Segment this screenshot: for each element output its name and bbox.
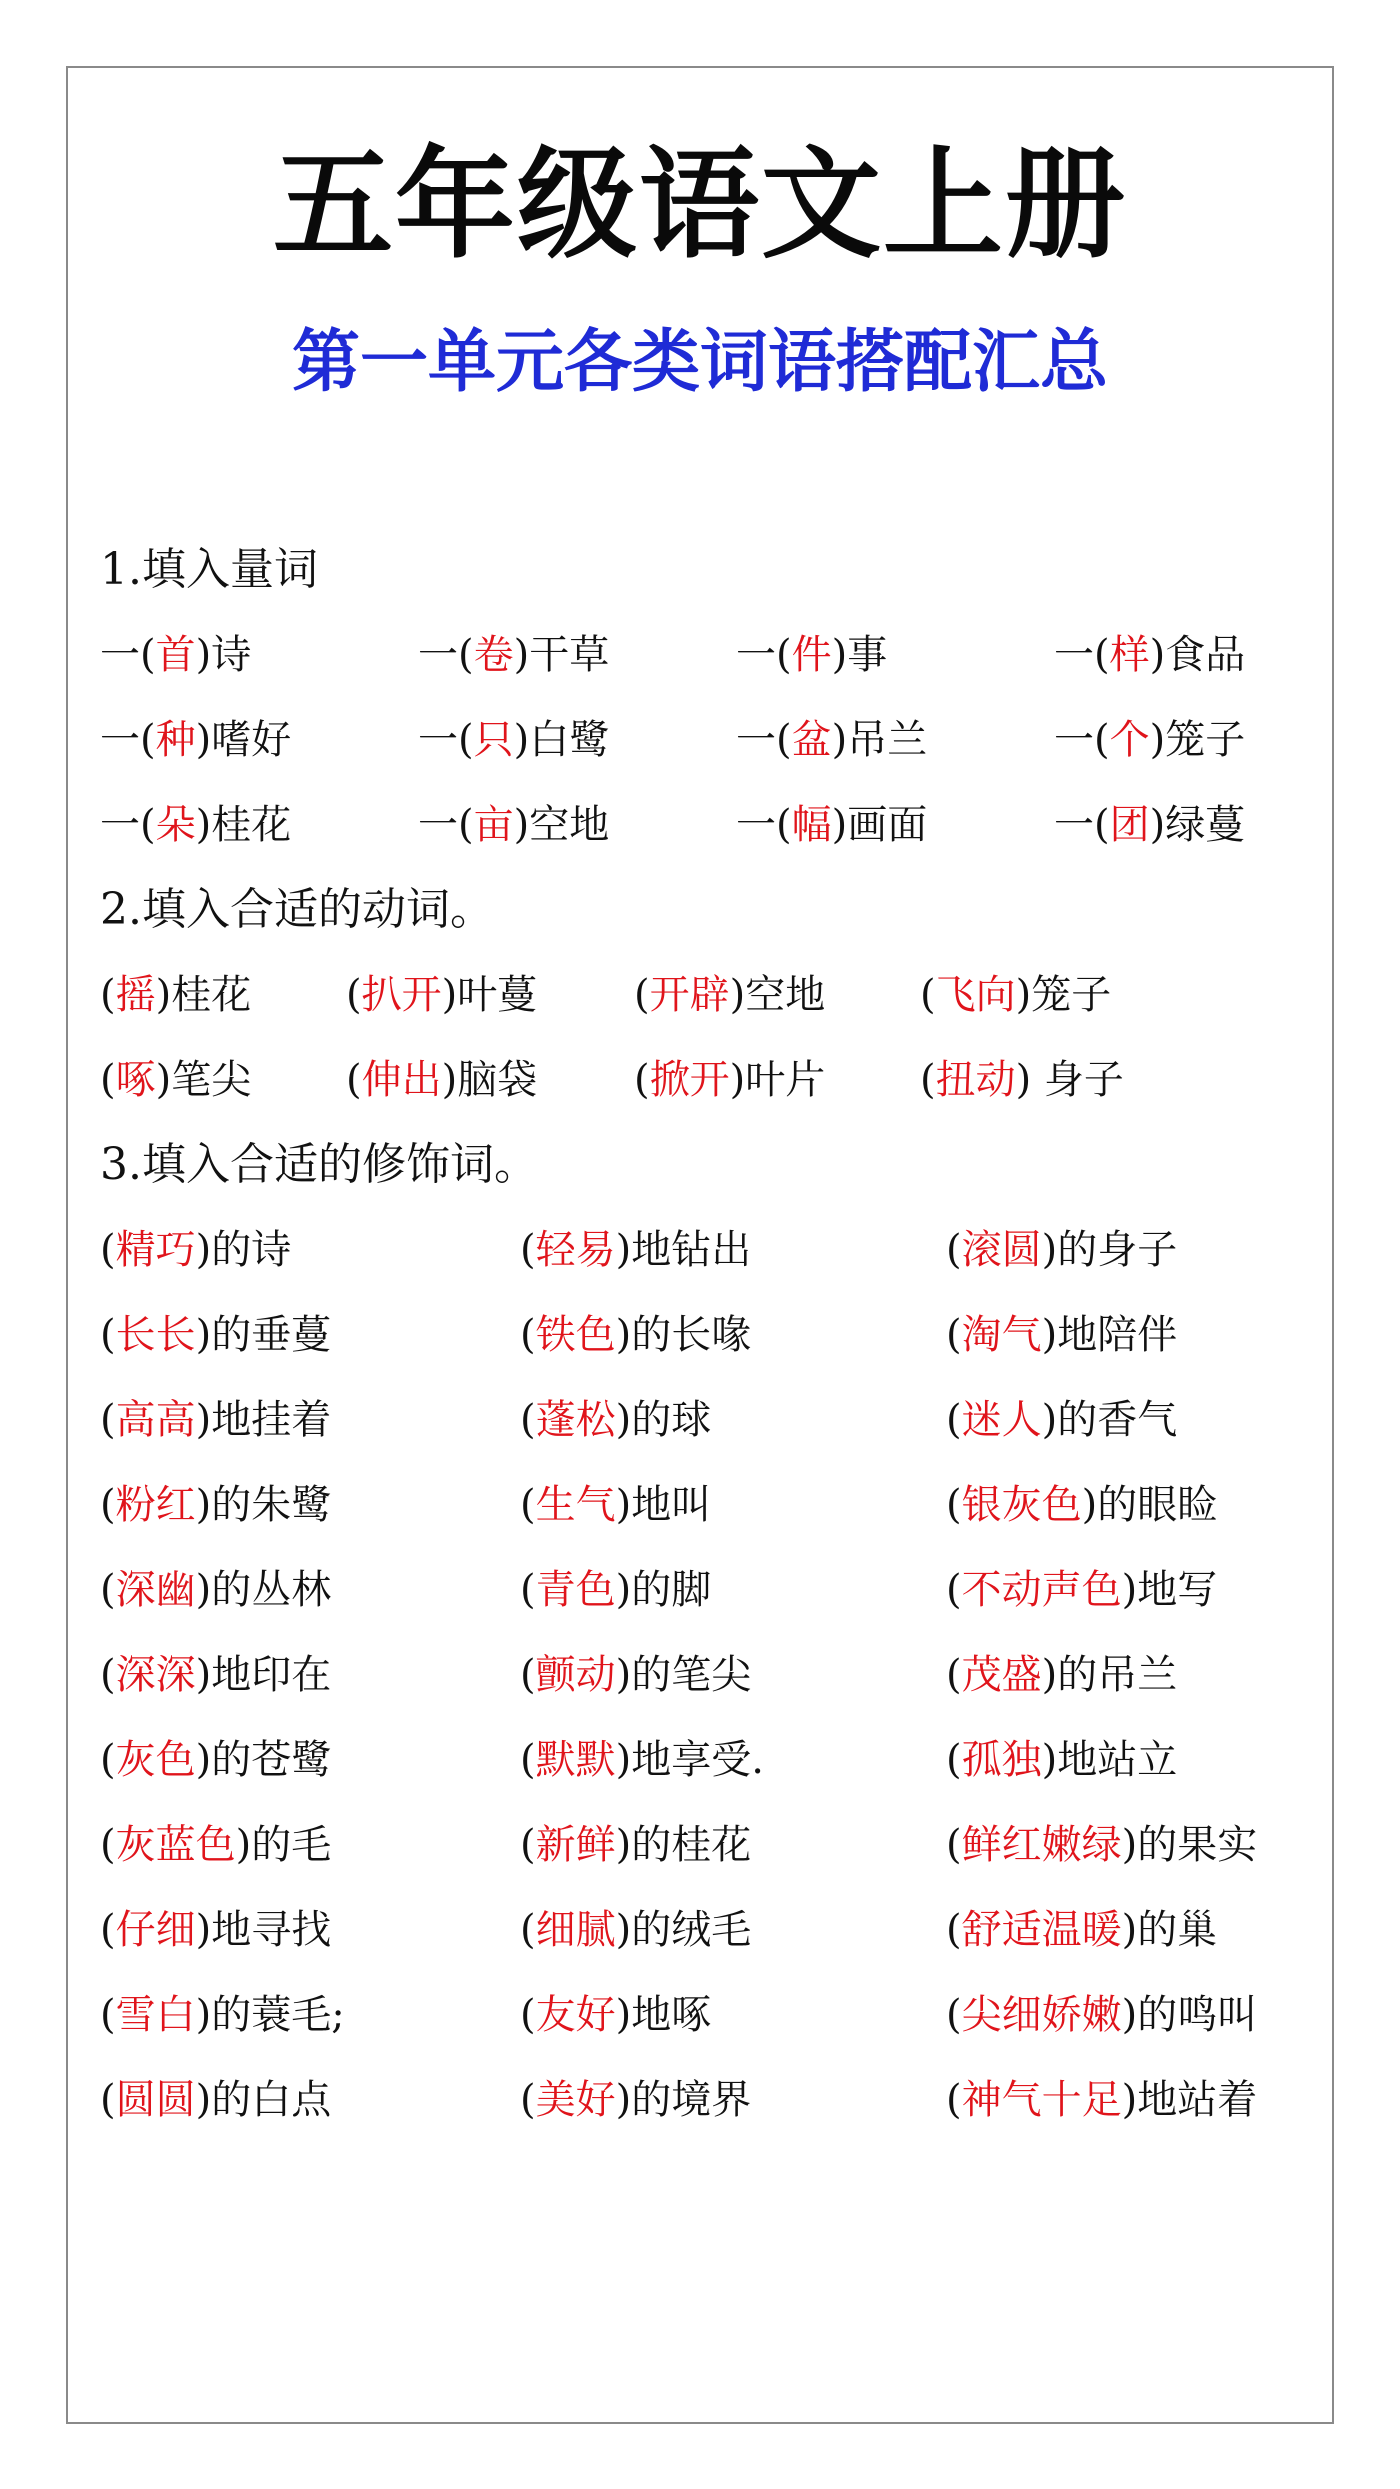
page-title: 五年级语文上册	[273, 134, 1127, 275]
answer-row	[100, 710, 1320, 770]
phrase-suffix: )嗜好	[195, 717, 292, 763]
phrase-item	[920, 1050, 1124, 1110]
phrase-suffix: )的香气	[1041, 1397, 1178, 1443]
phrase-item	[946, 1730, 1177, 1790]
phrase-suffix: )地啄	[615, 1992, 712, 2038]
answer-word: 首	[155, 632, 196, 678]
answer-word: 茂盛	[961, 1652, 1042, 1698]
answer-word: 盆	[791, 717, 832, 763]
phrase-suffix: )的白点	[195, 2077, 332, 2123]
phrase-prefix: (	[100, 1397, 116, 1443]
answer-row	[100, 1390, 1320, 1450]
phrase-prefix: (	[946, 1312, 962, 1358]
phrase-prefix: (	[100, 1737, 116, 1783]
phrase-item	[520, 1560, 711, 1620]
answer-word: 种	[155, 717, 196, 763]
answer-word: 朵	[155, 802, 196, 848]
answer-row	[100, 1560, 1320, 1620]
phrase-suffix: )笔尖	[155, 1057, 252, 1103]
phrase-suffix: )吊兰	[831, 717, 928, 763]
phrase-prefix: (	[946, 1907, 962, 1953]
answer-row	[100, 1985, 1320, 2045]
answer-word: 灰色	[115, 1737, 196, 1783]
phrase-item	[100, 1900, 331, 1960]
answer-word: 美好	[535, 2077, 616, 2123]
answer-row	[100, 1815, 1320, 1875]
phrase-item	[100, 1220, 291, 1280]
phrase-prefix: (	[634, 972, 650, 1018]
phrase-prefix: (	[520, 1482, 536, 1528]
phrase-item	[920, 965, 1111, 1025]
phrase-prefix: (	[946, 1822, 962, 1868]
phrase-suffix: )地享受.	[615, 1737, 764, 1783]
phrase-suffix: )的吊兰	[1041, 1652, 1178, 1698]
phrase-item	[946, 1305, 1177, 1365]
answer-word: 深深	[115, 1652, 196, 1698]
phrase-item	[418, 710, 609, 770]
phrase-prefix: (	[520, 1227, 536, 1273]
phrase-item	[946, 2070, 1257, 2130]
phrase-item	[520, 1985, 711, 2045]
answer-word: 样	[1109, 632, 1150, 678]
phrase-item	[100, 1305, 331, 1365]
section-heading: 1.填入量词	[100, 544, 318, 595]
phrase-item	[100, 1050, 251, 1110]
phrase-item	[946, 1475, 1217, 1535]
phrase-suffix: )事	[831, 632, 888, 678]
phrase-suffix: )地陪伴	[1041, 1312, 1178, 1358]
phrase-prefix: 一(	[418, 632, 474, 678]
answer-word: 滚圆	[961, 1227, 1042, 1273]
answer-row	[100, 1645, 1320, 1705]
answer-word: 亩	[473, 802, 514, 848]
phrase-item	[520, 1730, 764, 1790]
answer-word: 灰蓝色	[115, 1822, 236, 1868]
phrase-suffix: )地叫	[615, 1482, 712, 1528]
answer-word: 伸出	[361, 1057, 442, 1103]
answer-row	[100, 1730, 1320, 1790]
phrase-prefix: 一(	[736, 632, 792, 678]
phrase-prefix: (	[520, 1992, 536, 2038]
answer-word: 掀开	[649, 1057, 730, 1103]
phrase-prefix: 一(	[100, 717, 156, 763]
phrase-prefix: (	[946, 1737, 962, 1783]
answer-word: 默默	[535, 1737, 616, 1783]
phrase-suffix: )笼子	[1015, 972, 1112, 1018]
answer-word: 粉红	[115, 1482, 196, 1528]
answer-word: 开辟	[649, 972, 730, 1018]
phrase-suffix: )的苍鹭	[195, 1737, 332, 1783]
phrase-suffix: )食品	[1149, 632, 1246, 678]
phrase-item	[100, 710, 291, 770]
phrase-suffix: )桂花	[155, 972, 252, 1018]
phrase-item	[100, 1645, 331, 1705]
answer-word: 扭动	[935, 1057, 1016, 1103]
phrase-suffix: )诗	[195, 632, 252, 678]
phrase-prefix: 一(	[100, 802, 156, 848]
phrase-item	[100, 1815, 331, 1875]
phrase-prefix: 一(	[1054, 802, 1110, 848]
phrase-item	[100, 1475, 331, 1535]
phrase-prefix: (	[100, 1227, 116, 1273]
phrase-item	[100, 2070, 331, 2130]
phrase-suffix: )的境界	[615, 2077, 752, 2123]
phrase-prefix: (	[520, 1907, 536, 1953]
phrase-suffix: )地印在	[195, 1652, 332, 1698]
phrase-item	[418, 795, 609, 855]
phrase-item	[346, 1050, 537, 1110]
phrase-suffix: )的毛	[235, 1822, 332, 1868]
phrase-suffix: )空地	[729, 972, 826, 1018]
phrase-item	[100, 1560, 331, 1620]
phrase-suffix: )的朱鹭	[195, 1482, 332, 1528]
phrase-prefix: (	[100, 1057, 116, 1103]
phrase-item	[946, 1815, 1257, 1875]
answer-word: 卷	[473, 632, 514, 678]
phrase-item	[100, 625, 251, 685]
phrase-prefix: (	[520, 2077, 536, 2123]
phrase-suffix: )的诗	[195, 1227, 292, 1273]
phrase-suffix: )笼子	[1149, 717, 1246, 763]
phrase-item	[1054, 710, 1245, 770]
answer-row	[100, 2070, 1320, 2130]
phrase-suffix: )脑袋	[441, 1057, 538, 1103]
phrase-prefix: (	[346, 972, 362, 1018]
answer-word: 银灰色	[961, 1482, 1082, 1528]
phrase-suffix: )桂花	[195, 802, 292, 848]
answer-word: 鲜红嫩绿	[961, 1822, 1122, 1868]
answer-word: 轻易	[535, 1227, 616, 1273]
phrase-suffix: )地钻出	[615, 1227, 752, 1273]
answer-word: 铁色	[535, 1312, 616, 1358]
answer-word: 幅	[791, 802, 832, 848]
phrase-item	[634, 965, 825, 1025]
phrase-item	[946, 1390, 1177, 1450]
phrase-item	[1054, 625, 1245, 685]
answer-word: 神气十足	[961, 2077, 1122, 2123]
answer-word: 不动声色	[961, 1567, 1122, 1613]
phrase-suffix: )的长喙	[615, 1312, 752, 1358]
phrase-prefix: (	[100, 1482, 116, 1528]
phrase-prefix: 一(	[736, 802, 792, 848]
answer-word: 飞向	[935, 972, 1016, 1018]
answer-word: 长长	[115, 1312, 196, 1358]
phrase-prefix: (	[100, 1992, 116, 2038]
answer-word: 青色	[535, 1567, 616, 1613]
answer-word: 新鲜	[535, 1822, 616, 1868]
phrase-suffix: )的眼睑	[1081, 1482, 1218, 1528]
answer-word: 只	[473, 717, 514, 763]
phrase-suffix: )叶片	[729, 1057, 826, 1103]
phrase-suffix: )的绒毛	[615, 1907, 752, 1953]
phrase-suffix: )地挂着	[195, 1397, 332, 1443]
phrase-item	[418, 625, 609, 685]
answer-word: 仔细	[115, 1907, 196, 1953]
phrase-item	[946, 1900, 1217, 1960]
phrase-suffix: )的巢	[1121, 1907, 1218, 1953]
phrase-prefix: 一(	[418, 717, 474, 763]
phrase-suffix: ) 身子	[1015, 1057, 1124, 1103]
answer-word: 啄	[115, 1057, 156, 1103]
answer-word: 深幽	[115, 1567, 196, 1613]
answer-row	[100, 1475, 1320, 1535]
phrase-item	[946, 1560, 1217, 1620]
phrase-item	[946, 1220, 1177, 1280]
answer-word: 舒适温暖	[961, 1907, 1122, 1953]
phrase-item	[100, 1985, 345, 2045]
answer-word: 淘气	[961, 1312, 1042, 1358]
page-subtitle: 第一单元各类词语搭配汇总	[291, 323, 1108, 402]
phrase-prefix: (	[100, 1907, 116, 1953]
answer-word: 友好	[535, 1992, 616, 2038]
phrase-suffix: )白鹭	[513, 717, 610, 763]
answer-word: 高高	[115, 1397, 196, 1443]
phrase-suffix: )画面	[831, 802, 928, 848]
phrase-prefix: 一(	[418, 802, 474, 848]
answer-word: 蓬松	[535, 1397, 616, 1443]
phrase-prefix: (	[946, 1992, 962, 2038]
answer-word: 扒开	[361, 972, 442, 1018]
phrase-suffix: )地寻找	[195, 1907, 332, 1953]
phrase-prefix: 一(	[1054, 632, 1110, 678]
phrase-suffix: )的鸣叫	[1121, 1992, 1258, 2038]
phrase-suffix: )叶蔓	[441, 972, 538, 1018]
phrase-prefix: (	[100, 1822, 116, 1868]
phrase-item	[346, 965, 537, 1025]
phrase-suffix: )的果实	[1121, 1822, 1258, 1868]
phrase-prefix: 一(	[100, 632, 156, 678]
phrase-item	[520, 1645, 751, 1705]
answer-word: 生气	[535, 1482, 616, 1528]
phrase-prefix: (	[520, 1567, 536, 1613]
phrase-prefix: (	[520, 1652, 536, 1698]
phrase-suffix: )地站立	[1041, 1737, 1178, 1783]
phrase-prefix: (	[100, 972, 116, 1018]
phrase-prefix: (	[100, 1312, 116, 1358]
phrase-prefix: 一(	[1054, 717, 1110, 763]
phrase-prefix: (	[100, 2077, 116, 2123]
phrase-suffix: )的垂蔓	[195, 1312, 332, 1358]
phrase-prefix: (	[946, 2077, 962, 2123]
phrase-suffix: )的桂花	[615, 1822, 752, 1868]
phrase-item	[736, 795, 927, 855]
answer-word: 摇	[115, 972, 156, 1018]
phrase-prefix: (	[520, 1312, 536, 1358]
phrase-suffix: )空地	[513, 802, 610, 848]
answer-word: 雪白	[115, 1992, 196, 2038]
phrase-suffix: )地写	[1121, 1567, 1218, 1613]
phrase-suffix: )地站着	[1121, 2077, 1258, 2123]
phrase-item	[520, 1475, 711, 1535]
phrase-prefix: (	[346, 1057, 362, 1103]
section-heading: 2.填入合适的动词。	[100, 884, 494, 935]
phrase-suffix: )干草	[513, 632, 610, 678]
phrase-item	[100, 1730, 331, 1790]
phrase-item	[1054, 795, 1245, 855]
phrase-suffix: )的身子	[1041, 1227, 1178, 1273]
phrase-item	[520, 1815, 751, 1875]
answer-word: 个	[1109, 717, 1150, 763]
phrase-prefix: (	[946, 1482, 962, 1528]
answer-row	[100, 1900, 1320, 1960]
answer-word: 迷人	[961, 1397, 1042, 1443]
answer-word: 圆圆	[115, 2077, 196, 2123]
phrase-prefix: (	[946, 1227, 962, 1273]
answer-word: 颤动	[535, 1652, 616, 1698]
answer-word: 精巧	[115, 1227, 196, 1273]
phrase-item	[736, 625, 887, 685]
answer-row	[100, 1050, 1320, 1110]
answer-word: 件	[791, 632, 832, 678]
answer-row	[100, 795, 1320, 855]
phrase-item	[736, 710, 927, 770]
phrase-prefix: (	[520, 1737, 536, 1783]
phrase-prefix: (	[634, 1057, 650, 1103]
phrase-prefix: 一(	[736, 717, 792, 763]
answer-word: 尖细娇嫩	[961, 1992, 1122, 2038]
phrase-prefix: (	[520, 1822, 536, 1868]
phrase-prefix: (	[920, 1057, 936, 1103]
answer-row	[100, 1305, 1320, 1365]
answer-word: 团	[1109, 802, 1150, 848]
phrase-item	[100, 795, 291, 855]
phrase-prefix: (	[920, 972, 936, 1018]
phrase-suffix: )的球	[615, 1397, 712, 1443]
phrase-item	[100, 1390, 331, 1450]
phrase-item	[520, 1305, 751, 1365]
phrase-item	[520, 1900, 751, 1960]
phrase-prefix: (	[946, 1397, 962, 1443]
answer-word: 孤独	[961, 1737, 1042, 1783]
answer-row	[100, 965, 1320, 1025]
phrase-prefix: (	[100, 1652, 116, 1698]
phrase-prefix: (	[946, 1652, 962, 1698]
phrase-item	[520, 1390, 711, 1450]
answer-row	[100, 625, 1320, 685]
phrase-item	[520, 1220, 751, 1280]
phrase-suffix: )的脚	[615, 1567, 712, 1613]
phrase-prefix: (	[946, 1567, 962, 1613]
phrase-item	[946, 1985, 1257, 2045]
phrase-item	[100, 965, 251, 1025]
phrase-item	[520, 2070, 751, 2130]
phrase-item	[946, 1645, 1177, 1705]
answer-word: 细腻	[535, 1907, 616, 1953]
phrase-prefix: (	[100, 1567, 116, 1613]
section-heading: 3.填入合适的修饰词。	[100, 1139, 538, 1190]
phrase-suffix: )的笔尖	[615, 1652, 752, 1698]
phrase-suffix: )的蓑毛;	[195, 1992, 345, 2038]
phrase-suffix: )的丛林	[195, 1567, 332, 1613]
phrase-prefix: (	[520, 1397, 536, 1443]
phrase-suffix: )绿蔓	[1149, 802, 1246, 848]
answer-row	[100, 1220, 1320, 1280]
phrase-item	[634, 1050, 825, 1110]
